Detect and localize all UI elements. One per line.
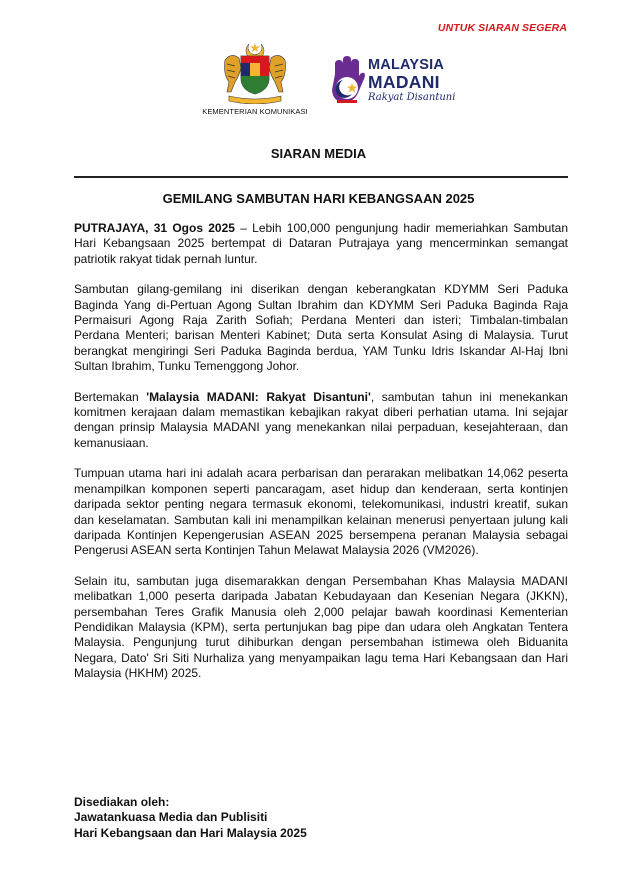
document-type: SIARAN MEDIA: [270, 146, 367, 161]
paragraph-3-lead: Bertemakan: [74, 389, 147, 404]
coat-of-arms-icon: [219, 40, 291, 104]
ministry-name: KEMENTERIAN KOMUNIKASI: [202, 107, 308, 116]
theme-name: 'Malaysia MADANI: Rakyat Disantuni': [146, 389, 371, 404]
paragraph-5: Selain itu, sambutan juga disemarakkan dengan Persembahan Khas Malaysia MADANI melibatkan 1,000 peserta daripada Jabatan Kebudayaan dan Kesenian Negara (JKKN), persembahan Teres Grafik Manusia oleh 2,000 pelajar bawah koordinasi Kementerian Pendidikan Malaysia (KPM), serta pertunjukan bag pipe dan udara oleh Angkatan Tentera Malaysia. Pengunjung turut dihiburkan dengan persembahan istimewa oleh Biduanita Negara, Dato' Sri Siti Nurhaliza yang menyampaikan lagu tema Hari Kebangsaan dan Hari Malaysia (HKHM) 2025.: [74, 573, 568, 681]
madani-logo-tagline: Rakyat Disantuni: [368, 92, 456, 103]
press-release-body: [74, 221, 568, 697]
dateline: PUTRAJAYA, 31 Ogos 2025: [74, 221, 235, 235]
madani-logo-line2: MADANI: [368, 71, 440, 92]
malaysia-madani-logo: [328, 56, 458, 110]
title-divider: [74, 176, 568, 178]
madani-hand-icon: [328, 56, 366, 108]
ministry-crest: [200, 40, 310, 116]
event-name: Hari Kebangsaan dan Hari Malaysia 2025: [74, 825, 307, 840]
paragraph-1: [74, 221, 568, 267]
paragraph-3: [74, 390, 568, 452]
committee-name: Jawatankuasa Media dan Publisiti: [74, 810, 268, 825]
press-release-title: GEMILANG SAMBUTAN HARI KEBANGSAAN 2025: [162, 191, 475, 206]
paragraph-1-text: – Lebih 100,000 pengunjung hadir memeriahkan Sambutan Hari Kebangsaan 2025 bertempat di Dataran Putrajaya yang mencerminkan semangat patriotik rakyat tidak pernah luntur.: [74, 221, 568, 266]
prepared-by-block: [74, 795, 307, 841]
paragraph-3-text: , sambutan tahun ini menekankan komitmen kerajaan dalam memastikan kebajikan rakyat diberi perhatian utama. Ini sejajar dengan prinsip Malaysia MADANI yang menekankan nilai perpaduan, kesejahteraan, dan kemanusiaan.: [74, 389, 568, 450]
urgent-release-label: UNTUK SIARAN SEGERA: [437, 22, 567, 34]
madani-logo-line1: MALAYSIA: [368, 57, 444, 73]
paragraph-4: Tumpuan utama hari ini adalah acara perbarisan dan perarakan melibatkan 14,062 peserta menampilkan komponen seperti pancaragam, aset hidup dan kenderaan, serta kontinjen daripada sektor penting negara termasuk ekonomi, telekomunikasi, industri kreatif, sukan dan keselamatan. Sambutan kali ini menampilkan kelainan menerusi penyertaan julung kali daripada Kontinjen Kepengerusian ASEAN 2025 bersempena peranan Malaysia sebagai Pengerusi ASEAN serta Kontinjen Tahun Melawat Malaysia 2026 (VM2026).: [74, 466, 568, 558]
prepared-by-label: Disediakan oleh:: [74, 795, 170, 809]
paragraph-2: Sambutan gilang-gemilang ini diserikan dengan keberangkatan KDYMM Seri Paduka Baginda Yang di-Pertuan Agong Sultan Ibrahim dan KDYMM Seri Paduka Baginda Raja Permaisuri Agong Raja Zarith Sofiah; Perdana Menteri dan isteri; Timbalan-timbalan Perdana Menteri; barisan Menteri Kabinet; Duta serta Konsulat Asing di Malaysia. Turut berangkat mengiringi Seri Paduka Baginda berdua, YAM Tunku Idris Iskandar Al-Haj Ibni Sultan Ibrahim, Tunku Temenggong Johor.: [74, 282, 568, 374]
